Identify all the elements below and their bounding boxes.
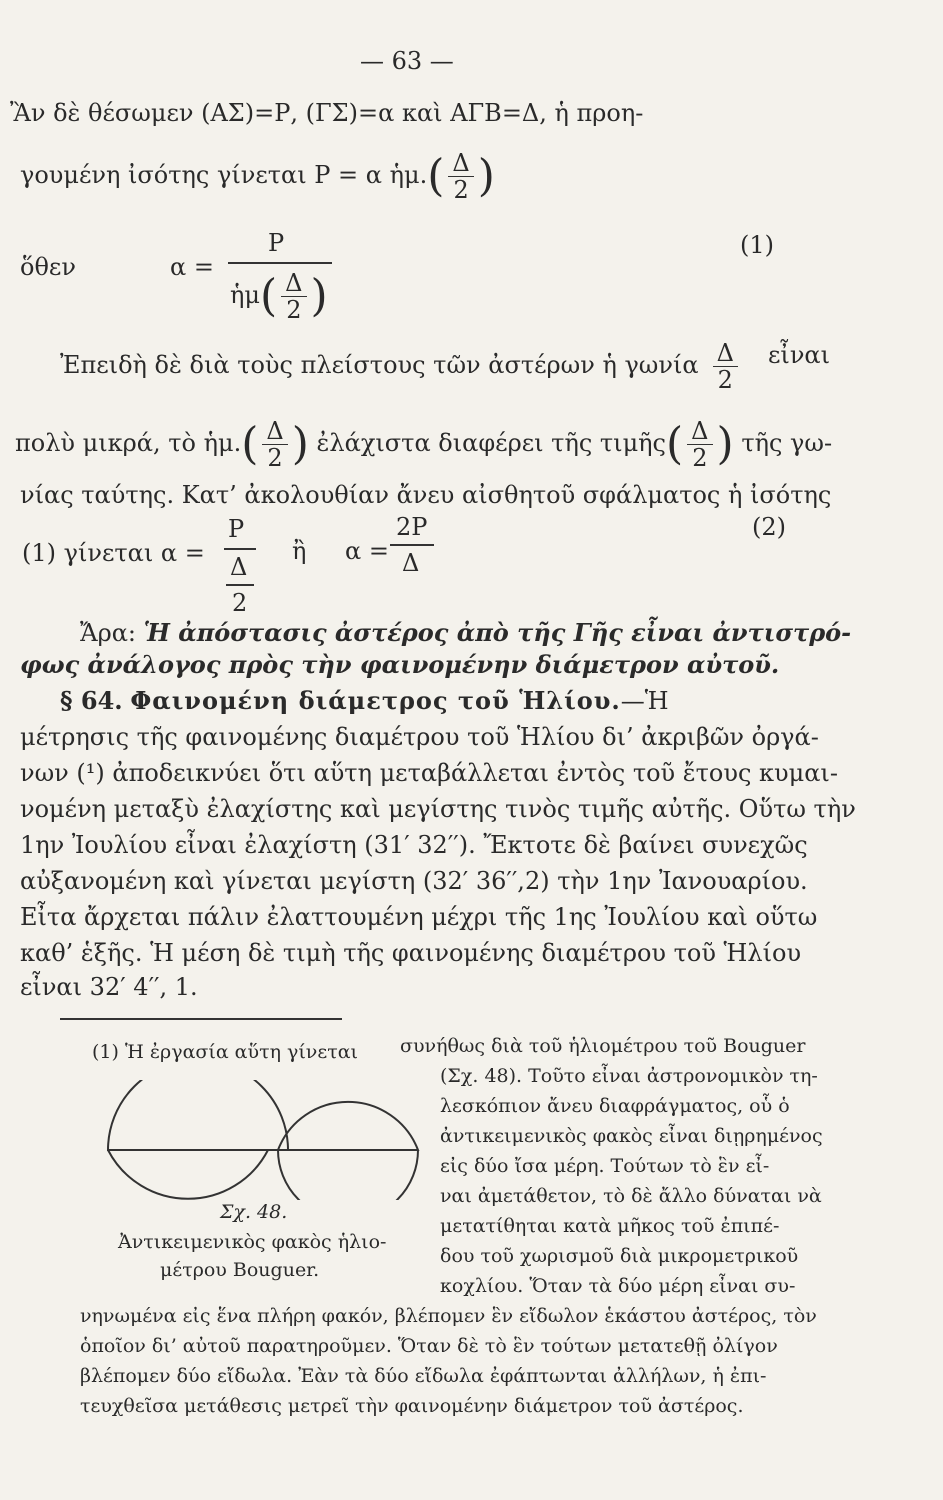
footnote-line: εἰς δύο ἴσα μέρη. Τούτων τὸ ἓν εἶ- [440,1155,770,1177]
equation-tag-2: (2) [752,513,786,541]
eq2-denominator2: Δ [402,549,420,577]
text-line [80,618,851,648]
text-span: γουμένη ἰσότης γίνεται Ρ = α ἡμ. [20,161,428,189]
emphasis-text: Ἡ ἀπόστασις ἀστέρος ἀπὸ τῆς Γῆς εἶναι ἀντιστρό- [143,618,852,647]
eq2-numerator2: 2Ρ [396,513,428,541]
eq2-denominator-delta: Δ [230,553,248,581]
footnote-line: ναι ἀμετάθετον, τὸ δὲ ἄλλο δύναται νὰ [440,1185,822,1207]
footnote-line: ὁποῖον δι’ αὐτοῦ παρατηροῦμεν. Ὅταν δὲ τὸ ἓν τούτων μετατεθῇ ὀλίγον [80,1335,778,1357]
text-span: Ἄρα: [80,619,137,647]
text-span: Ἐπειδὴ δὲ διὰ τοὺς πλείστους τῶν ἀστέρων ἡ γωνία [60,351,699,379]
text-line: Ἂν δὲ θέσωμεν (ΑΣ)=Ρ, (ΓΣ)=α καὶ ΑΓΒ=Δ, ἡ προη- [10,99,644,127]
frac-numerator: Δ [448,150,473,177]
figure-caption: Ἀντικειμενικὸς φακὸς ἡλιο- [118,1231,387,1253]
frac-denominator: 2 [453,176,469,204]
figure-label: Σχ. 48. [220,1201,288,1223]
text-span: ἐλάχιστα διαφέρει τῆς τιμῆς [316,429,666,457]
fraction-bar [228,262,332,264]
frac-numerator: Δ [281,270,306,297]
footnote-line: τευχθεῖσα μετάθεσις μετρεῖ τὴν φαινομένην διάμετρον τοῦ ἀστέρος. [80,1395,744,1417]
eq1-numerator: Ρ [268,229,285,257]
text-line: καθ’ ἑξῆς. Ἡ μέση δὲ τιμὴ τῆς φαινομένης διαμέτρου τοῦ Ἡλίου [20,939,802,967]
fraction-bar [390,544,434,546]
footnote-line: κοχλίου. Ὅταν τὰ δύο μέρη εἶναι συ- [440,1275,796,1297]
section-title: Φαινομένη διάμετρος τοῦ Ἡλίου. [130,686,621,715]
footnote-line: (Σχ. 48). Τοῦτο εἶναι ἀστρονομικὸν τη- [440,1065,818,1087]
text-line: φως ἀνάλογος πρὸς τὴν φαινομένην διάμετρον αὐτοῦ. [20,650,780,679]
lens-lower-half [108,1150,268,1199]
fraction-bar [226,584,254,586]
section-heading [60,686,669,716]
footnote-line: βλέπομεν δύο εἴδωλα. Ἐὰν τὰ δύο εἴδωλα ἐφάπτωνται ἀλλήλων, ἡ ἐπι- [80,1365,767,1387]
eq1-denominator: ἡμ( $\frac{\Delta}{2}$ ) [230,269,328,324]
eq2-lhs2: α = [345,537,389,565]
text-line: 1ην Ἰουλίου εἶναι ἐλαχίστη (31′ 32′′). Ἔκτοτε δὲ βαίνει συνεχῶς [20,831,808,859]
footnote-line: (1) Ἡ ἐργασία αὕτη γίνεται [92,1041,358,1063]
text-line: νομένη μεταξὺ ἐλαχίστης καὶ μεγίστης τινὸς τιμῆς αὐτῆς. Οὕτω τὴν [20,795,856,823]
eq-lhs: α = [170,253,214,281]
frac-numerator: Δ [262,418,287,445]
sine-function: ἡμ [230,281,260,309]
split-lens-figure [78,1080,438,1200]
footnote-line: λεσκόπιον ἄνευ διαφράγματος, οὗ ὁ [440,1095,790,1117]
frac-denominator: 2 [267,444,283,472]
footnote-line: ἀντικειμενικὸς φακὸς εἶναι διῃρημένος [440,1125,823,1147]
text-line: πολὺ μικρά, τὸ ἡμ.( $\frac{\Delta}{2}$ ) ἐλάχιστα διαφέρει τῆς τιμῆς( $\frac{\Delta}{2}$ ) τῆς γω- [15,417,833,472]
page-number: — 63 — [360,47,454,75]
text-span: τῆς γω- [741,429,833,457]
frac-denominator: 2 [286,296,302,324]
equation-tag-1: (1) [740,231,774,259]
text-line: αὐξανομένη καὶ γίνεται μεγίστη (32′ 36′′,2) τὴν 1ην Ἰανουαρίου. [20,867,808,895]
lens-lower-half-shifted [278,1150,418,1200]
eq2-left: (1) γίνεται α = [22,539,205,567]
footnote-line: συνήθως διὰ τοῦ ἡλιομέτρου τοῦ Bouguer [400,1035,806,1057]
text-line-end: εἶναι [768,341,831,369]
footnote-divider [60,1018,342,1020]
frac-denominator: 2 [692,444,708,472]
text-span: πολὺ μικρά, τὸ ἡμ. [15,429,242,457]
text-line: γουμένη ἰσότης γίνεται Ρ = α ἡμ.( $\frac{\Delta}{2}$ ) [20,149,495,204]
text-line: μέτρησις τῆς φαινομένης διαμέτρου τοῦ Ἡλίου δι’ ἀκριβῶν ὀργά- [20,723,819,751]
text-line: Εἶτα ἄρχεται πάλιν ἐλαττουμένη μέχρι τῆς 1ης Ἰουλίου καὶ οὕτω [20,903,818,931]
text-line: εἶναι 32′ 4′′, 1. [20,973,198,1001]
text-line: νων (¹) ἀποδεικνύει ὅτι αὕτη μεταβάλλεται ἐντὸς τοῦ ἔτους κυμαι- [20,759,838,787]
text-line: νίας ταύτης. Κατ’ ἀκολουθίαν ἄνευ αἰσθητοῦ σφάλματος ἡ ἰσότης [20,481,832,509]
section-number: § 64. [60,686,123,715]
frac-numerator: Δ [687,418,712,445]
eq-lead: ὅθεν [20,253,76,281]
eq2-or: ἢ [292,537,307,565]
lens-upper-half [108,1080,288,1150]
eq2-numerator: Ρ [228,515,245,543]
text-line [60,340,742,393]
footnote-line: νηνωμένα εἰς ἕνα πλήρη φακόν, βλέπομεν ἓν εἴδωλον ἑκάστου ἀστέρος, τὸν [80,1305,817,1327]
lens-upper-half-shifted [278,1102,418,1150]
footnote-line: μετατίθηται κατὰ μῆκος τοῦ ἐπιπέ- [440,1215,780,1237]
figure-caption: μέτρου Bouguer. [160,1259,320,1281]
footnote-line: δου τοῦ χωρισμοῦ διὰ μικρομετρικοῦ [440,1245,799,1267]
text-span: —Ἡ [620,687,669,715]
eq2-denominator-two: 2 [232,589,248,617]
frac-denominator: 2 [717,366,733,394]
frac-numerator: Δ [713,340,738,367]
fraction-bar [224,548,256,550]
